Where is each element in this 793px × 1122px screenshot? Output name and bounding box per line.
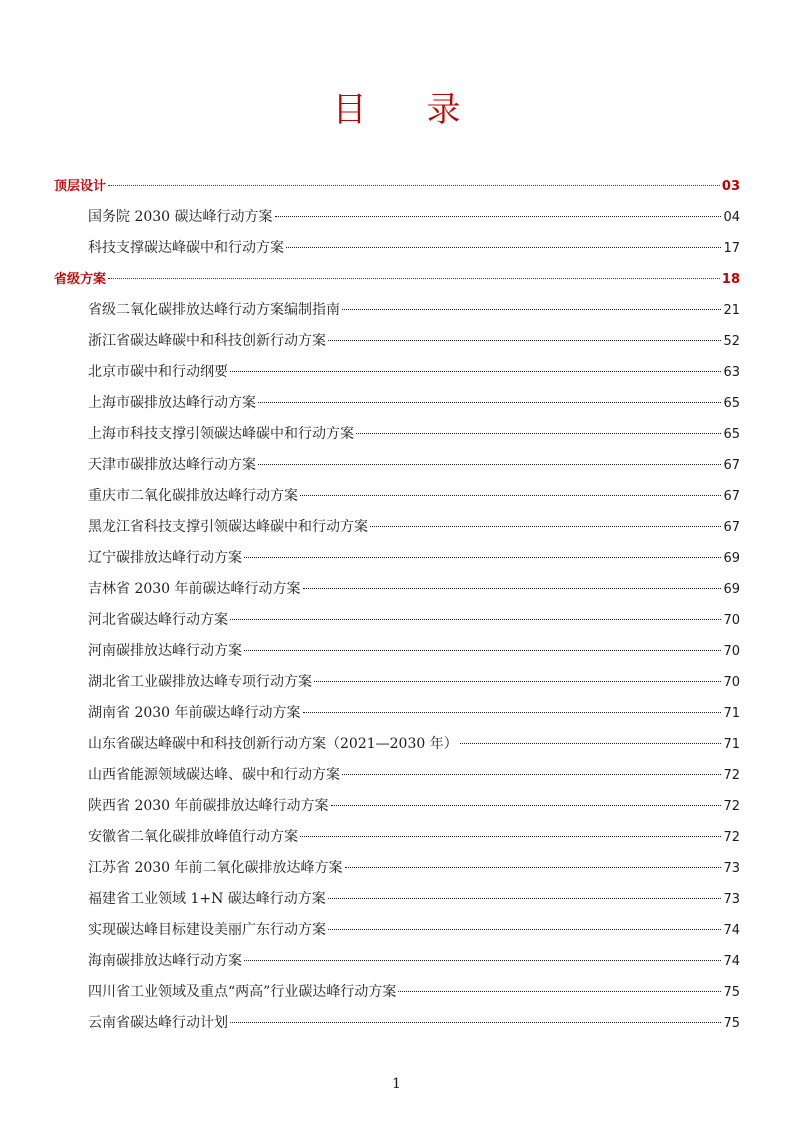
- toc-entry-title: 天津市碳排放达峰行动方案: [88, 457, 256, 473]
- toc-page-number: 75: [723, 1016, 740, 1031]
- toc-entry-title: 顶层设计: [54, 179, 107, 194]
- toc-dot-leader: [230, 1022, 721, 1023]
- toc-entry[interactable]: [54, 577, 740, 608]
- toc-page-number: 72: [723, 799, 740, 814]
- toc-entry-title: 云南省碳达峰行动计划: [88, 1015, 228, 1031]
- toc-entry-title: 河南碳排放达峰行动方案: [88, 643, 242, 659]
- toc-dot-leader: [398, 991, 721, 992]
- toc-page-number: 69: [723, 582, 740, 597]
- toc-dot-leader: [300, 495, 721, 496]
- toc-entry[interactable]: [54, 639, 740, 670]
- toc-dot-leader: [108, 278, 720, 279]
- toc-entry[interactable]: [54, 608, 740, 639]
- toc-dot-leader: [108, 185, 720, 186]
- toc-entry-title: 湖北省工业碳排放达峰专项行动方案: [88, 674, 312, 690]
- toc-page-number: 71: [723, 706, 740, 721]
- toc-page-number: 67: [723, 458, 740, 473]
- toc-dot-leader: [328, 898, 722, 899]
- toc-entry-title: 实现碳达峰目标建设美丽广东行动方案: [88, 922, 326, 938]
- toc-entry-title: 山西省能源领域碳达峰、碳中和行动方案: [88, 767, 340, 783]
- toc-page-number: 63: [723, 365, 740, 380]
- toc-page-number: 69: [723, 551, 740, 566]
- toc-entry-title: 安徽省二氧化碳排放峰值行动方案: [88, 829, 298, 845]
- toc-page-number: 67: [723, 489, 740, 504]
- toc-entry[interactable]: [54, 763, 740, 794]
- toc-page-number: 70: [723, 613, 740, 628]
- toc-page-number: 70: [723, 644, 740, 659]
- toc-page-number: 73: [723, 892, 740, 907]
- toc-dot-leader: [314, 681, 721, 682]
- toc-dot-leader: [328, 340, 721, 341]
- toc-page-number: 74: [723, 923, 740, 938]
- toc-page-number: 52: [723, 334, 740, 349]
- toc-page-number: 03: [721, 179, 740, 194]
- toc-page-number: 65: [723, 427, 740, 442]
- toc-entry-title: 陕西省 2030 年前碳排放达峰行动方案: [88, 798, 329, 814]
- toc-entry[interactable]: [54, 949, 740, 980]
- toc-dot-leader: [258, 464, 721, 465]
- toc-dot-leader: [258, 402, 721, 403]
- toc-entry-title: 吉林省 2030 年前碳达峰行动方案: [88, 581, 301, 597]
- toc-entry[interactable]: [54, 825, 740, 856]
- toc-dot-leader: [230, 619, 721, 620]
- toc-entry[interactable]: [54, 515, 740, 546]
- toc-entry-title: 湖南省 2030 年前碳达峰行动方案: [88, 705, 301, 721]
- toc-dot-leader: [370, 526, 721, 527]
- toc-entry-title: 江苏省 2030 年前二氧化碳排放达峰方案: [88, 860, 343, 876]
- toc-entry[interactable]: [54, 980, 740, 1011]
- toc-entry[interactable]: [54, 856, 740, 887]
- toc-entry[interactable]: [54, 794, 740, 825]
- toc-page-number: 71: [723, 737, 740, 752]
- toc-page-number: 70: [723, 675, 740, 690]
- toc-entry-title: 浙江省碳达峰碳中和科技创新行动方案: [88, 333, 326, 349]
- toc-entry[interactable]: [54, 701, 740, 732]
- toc-entry-title: 山东省碳达峰碳中和科技创新行动方案（2021—2030 年）: [88, 736, 458, 752]
- toc-dot-leader: [328, 929, 721, 930]
- toc-dot-leader: [460, 743, 722, 744]
- toc-entry[interactable]: [54, 298, 740, 329]
- toc-page-number: 72: [723, 830, 740, 845]
- toc-entry[interactable]: [54, 887, 740, 918]
- toc-entry-title: 上海市科技支撑引领碳达峰碳中和行动方案: [88, 426, 354, 442]
- toc-entry-title: 上海市碳排放达峰行动方案: [88, 395, 256, 411]
- toc-entry[interactable]: [54, 360, 740, 391]
- page-number: 1: [392, 1076, 401, 1092]
- toc-entry-title: 河北省碳达峰行动方案: [88, 612, 228, 628]
- toc-entry[interactable]: [54, 329, 740, 360]
- toc-page-number: 72: [723, 768, 740, 783]
- toc-dot-leader: [230, 371, 721, 372]
- page-title: 目录: [332, 90, 521, 130]
- toc-entry-title: 北京市碳中和行动纲要: [88, 364, 228, 380]
- toc-entry-title: 科技支撑碳达峰碳中和行动方案: [88, 240, 284, 256]
- toc-entry-title: 国务院 2030 碳达峰行动方案: [88, 209, 273, 225]
- toc-entry[interactable]: [54, 1011, 740, 1042]
- toc-dot-leader: [286, 247, 721, 248]
- toc-page-number: 74: [723, 954, 740, 969]
- toc-dot-leader: [244, 960, 721, 961]
- toc-dot-leader: [342, 309, 721, 310]
- toc-section-heading[interactable]: [54, 267, 740, 298]
- toc-entry-title: 四川省工业领域及重点“两高”行业碳达峰行动方案: [88, 984, 397, 1000]
- toc-dot-leader: [275, 216, 722, 217]
- toc-page-number: 67: [723, 520, 740, 535]
- toc-section-heading[interactable]: [54, 174, 740, 205]
- toc-page-number: 21: [723, 303, 740, 318]
- toc-dot-leader: [342, 774, 721, 775]
- toc-entry[interactable]: [54, 453, 740, 484]
- toc-dot-leader: [331, 805, 722, 806]
- toc-entry[interactable]: [54, 205, 740, 236]
- toc-entry-title: 省级方案: [54, 272, 107, 287]
- toc-dot-leader: [244, 557, 721, 558]
- toc-dot-leader: [303, 588, 722, 589]
- table-of-contents: [54, 174, 740, 1042]
- toc-page-number: 18: [721, 272, 740, 287]
- toc-entry[interactable]: [54, 546, 740, 577]
- toc-page-number: 75: [723, 985, 740, 1000]
- toc-dot-leader: [244, 650, 721, 651]
- toc-dot-leader: [345, 867, 722, 868]
- toc-entry-title: 重庆市二氧化碳排放达峰行动方案: [88, 488, 298, 504]
- toc-entry-title: 海南碳排放达峰行动方案: [88, 953, 242, 969]
- toc-entry[interactable]: [54, 732, 740, 763]
- toc-entry-title: 福建省工业领域 1+N 碳达峰行动方案: [88, 891, 326, 907]
- toc-entry-title: 黑龙江省科技支撑引领碳达峰碳中和行动方案: [88, 519, 368, 535]
- toc-entry[interactable]: [54, 422, 740, 453]
- toc-page-number: 73: [723, 861, 740, 876]
- toc-dot-leader: [303, 712, 722, 713]
- toc-entry[interactable]: [54, 918, 740, 949]
- toc-entry[interactable]: [54, 670, 740, 701]
- toc-entry-title: 省级二氧化碳排放达峰行动方案编制指南: [88, 302, 340, 318]
- toc-page-number: 17: [723, 241, 740, 256]
- toc-entry[interactable]: [54, 391, 740, 422]
- toc-page-number: 04: [723, 210, 740, 225]
- toc-entry[interactable]: [54, 484, 740, 515]
- toc-dot-leader: [300, 836, 721, 837]
- toc-page-number: 65: [723, 396, 740, 411]
- toc-entry[interactable]: [54, 236, 740, 267]
- toc-dot-leader: [356, 433, 721, 434]
- toc-entry-title: 辽宁碳排放达峰行动方案: [88, 550, 242, 566]
